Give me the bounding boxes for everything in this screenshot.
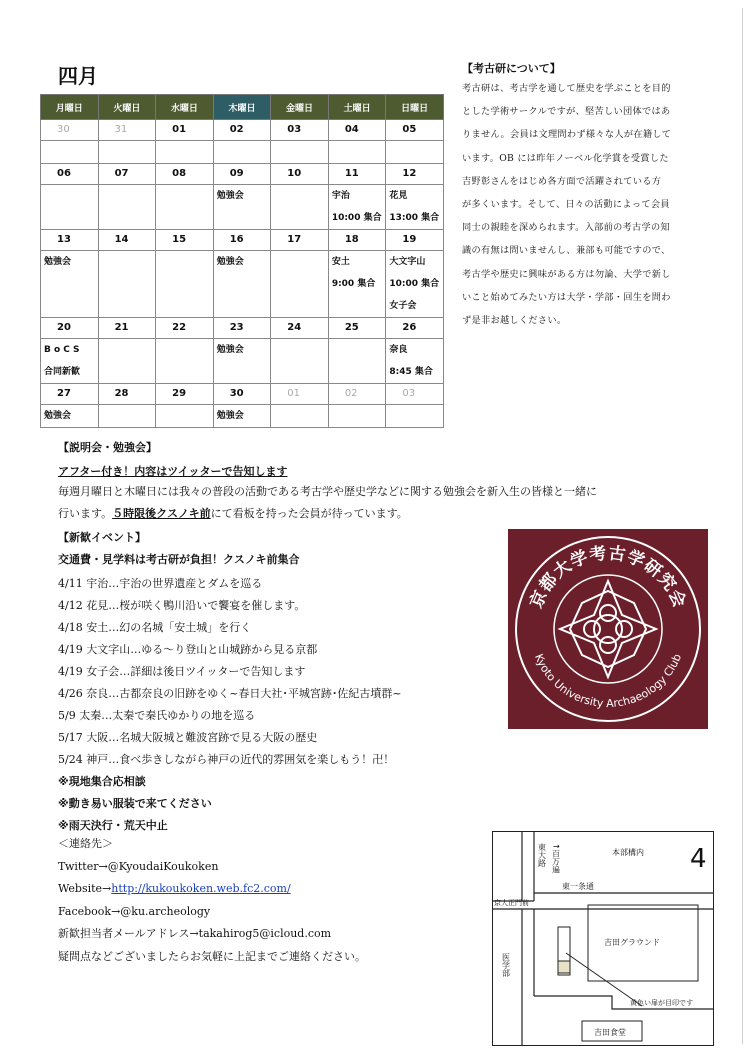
calendar-event-cell [328, 251, 386, 318]
header-tuesday: 火曜日 [98, 95, 156, 120]
calendar-day-number: 13 [41, 230, 99, 251]
calendar-event-text: 勉強会 [216, 257, 244, 267]
calendar-day-number: 02 [213, 120, 271, 141]
calendar-day-number: 31 [98, 120, 156, 141]
calendar-event-text: 10:00 集合 [331, 213, 382, 223]
calendar-event-row [41, 185, 444, 230]
map-label-higashioji: 東大路 [537, 843, 547, 867]
calendar-day-number: 04 [328, 120, 386, 141]
event-item: 5/17 大阪…名城大阪城と難波宮跡で見る大阪の歴史 [58, 731, 318, 744]
calendar-event-row [41, 405, 444, 428]
calendar-event-cell [271, 339, 329, 384]
calendar-event-cell [98, 339, 156, 384]
calendar-day-number: 02 [328, 384, 386, 405]
calendar-day-number: 09 [213, 164, 271, 185]
calendar-day-number: 26 [386, 318, 444, 339]
calendar-event-cell [213, 185, 271, 230]
calendar-event-text: 女子会 [389, 301, 417, 311]
flyer-page [8, 8, 743, 1044]
about-line: います。OB には昨年ノーベル化学賞を受賞した [462, 152, 669, 164]
calendar-event-text: 安土 [331, 257, 350, 267]
event-item: 4/26 奈良…古都奈良の旧跡をゆく~春日大社･平城宮跡･佐紀古墳群~ [58, 687, 402, 700]
calendar-day-number: 08 [156, 164, 214, 185]
event-item: 4/12 花見…桜が咲く鴨川沿いで饗宴を催します。 [58, 599, 306, 612]
calendar-date-row [41, 120, 444, 141]
header-monday: 月曜日 [41, 95, 99, 120]
seminar-subheading: アフター付き！内容はツイッターで告知します [58, 465, 288, 478]
seminar-line-1: 毎週月曜日と木曜日には我々の普段の活動である考古学や歴史学などに関する勉強会を新入生の皆様と一緒に [58, 485, 597, 498]
contact-twitter: Twitter→@KyoudaiKoukoken [58, 859, 219, 873]
note-meeting: ※現地集合応相談 [58, 775, 146, 788]
svg-text:Kyoto University Archaeology C [532, 652, 684, 710]
calendar-event-text: 勉強会 [44, 411, 72, 421]
calendar-event-text: 8:45 集合 [389, 367, 433, 377]
about-line: が多くいます。そして、日々の活動によって会員 [462, 199, 670, 211]
calendar-day-number: 01 [271, 384, 329, 405]
calendar-day-number: 24 [271, 318, 329, 339]
calendar-day-number: 28 [98, 384, 156, 405]
about-line: 吉野彰さんをはじめ各方面で活躍されている方 [462, 175, 662, 187]
calendar-event-cell [271, 405, 329, 428]
calendar-day-number: 29 [156, 384, 214, 405]
calendar-day-number: 05 [386, 120, 444, 141]
about-text [462, 77, 702, 332]
header-friday: 金曜日 [271, 95, 329, 120]
calendar-event-cell [41, 185, 99, 230]
calendar-table [40, 94, 444, 428]
map-label-igakubu: 医学部 [501, 953, 511, 977]
calendar-day-number: 16 [213, 230, 271, 251]
contact-email: 新歓担当者メールアドレス→takahirog5@icloud.com [58, 927, 332, 941]
about-line: 考古研は、考古学を通して歴史を学ぶことを目的 [462, 83, 671, 94]
event-item: 4/19 大文字山…ゆる〜り登山と山城跡から見る京都 [58, 643, 318, 656]
calendar-day-number: 19 [386, 230, 444, 251]
calendar-event-cell [98, 251, 156, 318]
calendar-day-number: 15 [156, 230, 214, 251]
calendar-event-text: 奈良 [389, 345, 408, 355]
calendar-day-number: 22 [156, 318, 214, 339]
about-line: 同士の親睦を深められます。入部前の考古学の知 [462, 222, 670, 234]
calendar-event-cell [328, 405, 386, 428]
calendar-day-number: 20 [41, 318, 99, 339]
contact-closing: 疑問点などございましたらお気軽に上記までご連絡ください。 [58, 949, 366, 963]
calendar-event-text: 大文字山 [389, 257, 426, 267]
calendar-event-cell [156, 141, 214, 164]
calendar-event-cell [156, 339, 214, 384]
calendar-event-cell [213, 339, 271, 384]
calendar-day-number: 30 [213, 384, 271, 405]
seminar-line-2 [58, 504, 408, 524]
calendar-event-cell [41, 251, 99, 318]
campus-map [492, 831, 714, 1046]
events-list [58, 573, 402, 837]
event-item: 4/18 安土…幻の名城「安土城」を行く [58, 621, 252, 634]
about-line: 識の有無は問いませんし、兼部も可能ですので、 [462, 245, 671, 257]
calendar-event-cell [328, 141, 386, 164]
website-link[interactable]: http://kukoukoken.web.fc2.com/ [111, 882, 291, 896]
calendar-day-number: 27 [41, 384, 99, 405]
website-label: Website→ [58, 882, 112, 896]
calendar-event-row [41, 141, 444, 164]
calendar-event-cell [41, 141, 99, 164]
map-label-shokudo: 吉田食堂 [594, 1028, 626, 1037]
calendar-event-cell [328, 185, 386, 230]
calendar-day-number: 03 [386, 384, 444, 405]
calendar-event-cell [98, 185, 156, 230]
contact-section [58, 833, 366, 969]
calendar-event-text: 宇治 [331, 191, 350, 201]
calendar-event-text: B o C S [44, 345, 80, 355]
calendar-event-cell [213, 405, 271, 428]
club-logo [508, 529, 708, 729]
about-line: ず是非お越しください。 [462, 315, 567, 327]
map-label-hyakumanben: ↑百万遍 [551, 843, 561, 874]
seminar-meeting-place: ５時限後クスノキ前 [112, 507, 211, 520]
note-weather: ※雨天決行・荒天中止 [58, 819, 168, 832]
logo-jp-text: 京都大学考古学研究会 [526, 543, 690, 612]
calendar-event-cell [213, 251, 271, 318]
calendar-date-row [41, 230, 444, 251]
calendar-event-cell [41, 405, 99, 428]
month-title: 四月 [58, 64, 98, 88]
about-heading: 【考古研について】 [462, 62, 561, 75]
calendar-event-cell [98, 141, 156, 164]
calendar-event-cell [156, 405, 214, 428]
header-saturday: 土曜日 [328, 95, 386, 120]
calendar-event-text: 10:00 集合 [389, 279, 440, 289]
calendar-day-number: 18 [328, 230, 386, 251]
calendar-day-number: 12 [386, 164, 444, 185]
about-line: りません。会員は文理問わず様々な人が在籍して [462, 129, 672, 141]
map-label-ground: 吉田グラウンド [604, 938, 660, 947]
calendar-day-number: 17 [271, 230, 329, 251]
calendar-date-row [41, 164, 444, 185]
calendar-date-row [41, 384, 444, 405]
calendar-day-number: 30 [41, 120, 99, 141]
svg-text:京都大学考古学研究会 [526, 543, 691, 612]
map-label-seimon: 京大正門前 [494, 899, 529, 907]
calendar-event-cell [271, 251, 329, 318]
event-item: 4/19 女子会…詳細は後日ツイッターで告知します [58, 665, 306, 678]
calendar-day-number: 10 [271, 164, 329, 185]
calendar-event-cell [386, 185, 444, 230]
about-line: とした学術サークルですが、堅苦しい団体ではあ [462, 106, 671, 118]
calendar-day-number: 23 [213, 318, 271, 339]
logo-en-text: Kyoto University Archaeology Club [531, 651, 685, 711]
calendar-day-number: 11 [328, 164, 386, 185]
calendar-event-row [41, 339, 444, 384]
calendar-event-text: 9:00 集合 [331, 279, 376, 289]
calendar-event-cell [328, 339, 386, 384]
map-label-honbu: 本部構内 [612, 848, 644, 857]
yellow-door [558, 961, 570, 973]
seminar-line-2-post: にて看板を持った会員が待っています。 [210, 507, 408, 520]
calendar-event-cell [386, 141, 444, 164]
header-sunday: 日曜日 [386, 95, 444, 120]
calendar-event-cell [271, 185, 329, 230]
contact-heading: ＜連絡先＞ [58, 837, 113, 850]
calendar-event-cell [386, 339, 444, 384]
note-clothing: ※動き易い服装で来てください [58, 797, 212, 810]
event-item: 4/11 宇治…宇治の世界遺産とダムを巡る [58, 577, 263, 590]
map-label-ichijo: 東一条通 [562, 882, 594, 891]
calendar-day-number: 06 [41, 164, 99, 185]
calendar-event-cell [156, 185, 214, 230]
contact-website [58, 878, 366, 901]
calendar-day-number: 21 [98, 318, 156, 339]
calendar-day-number: 14 [98, 230, 156, 251]
calendar-date-row [41, 318, 444, 339]
calendar-event-text: 花見 [389, 191, 408, 201]
calendar-day-number: 03 [271, 120, 329, 141]
calendar-event-cell [98, 405, 156, 428]
calendar-day-number: 25 [328, 318, 386, 339]
event-item: 5/24 神戸…食べ歩きしながら神戸の近代的雰囲気を楽しもう！卍！ [58, 753, 395, 766]
contact-facebook: Facebook→@ku.archeology [58, 904, 211, 918]
about-line: 考古学や歴史に興味がある方は勿論、大学で新し [462, 268, 671, 280]
seminar-heading: 【説明会・勉強会】 [58, 441, 157, 454]
map-label-four: 4 [690, 844, 707, 874]
calendar-event-cell [156, 251, 214, 318]
calendar-event-text: 勉強会 [216, 411, 244, 421]
calendar-header-row [41, 95, 444, 120]
header-wednesday: 水曜日 [156, 95, 214, 120]
calendar-event-text: 勉強会 [216, 345, 244, 355]
calendar-event-text: 合同新歓 [44, 367, 81, 377]
calendar-event-text: 勉強会 [216, 191, 244, 201]
calendar-event-cell [213, 141, 271, 164]
calendar-day-number: 01 [156, 120, 214, 141]
map-label-yellow: 黄色い扉が目印です [630, 999, 693, 1007]
calendar-body [41, 120, 444, 428]
about-line: いこと始めてみたい方は大学・学部・回生を問わ [462, 291, 671, 303]
calendar-event-cell [41, 339, 99, 384]
calendar-day-number: 07 [98, 164, 156, 185]
header-thursday: 木曜日 [213, 95, 271, 120]
calendar-event-text: 13:00 集合 [389, 213, 440, 223]
calendar-event-cell [271, 141, 329, 164]
calendar-event-row [41, 251, 444, 318]
event-item: 5/9 太秦…太秦で秦氏ゆかりの地を巡る [58, 709, 256, 722]
calendar-event-cell [386, 405, 444, 428]
calendar-event-cell [386, 251, 444, 318]
calendar-event-text: 勉強会 [44, 257, 72, 267]
events-subheading: 交通費・見学料は考古研が負担！クスノキ前集合 [58, 553, 300, 566]
club-logo-emblem [508, 529, 708, 729]
events-heading: 【新歓イベント】 [58, 531, 146, 544]
seminar-line-2-pre: 行います。 [58, 507, 113, 520]
